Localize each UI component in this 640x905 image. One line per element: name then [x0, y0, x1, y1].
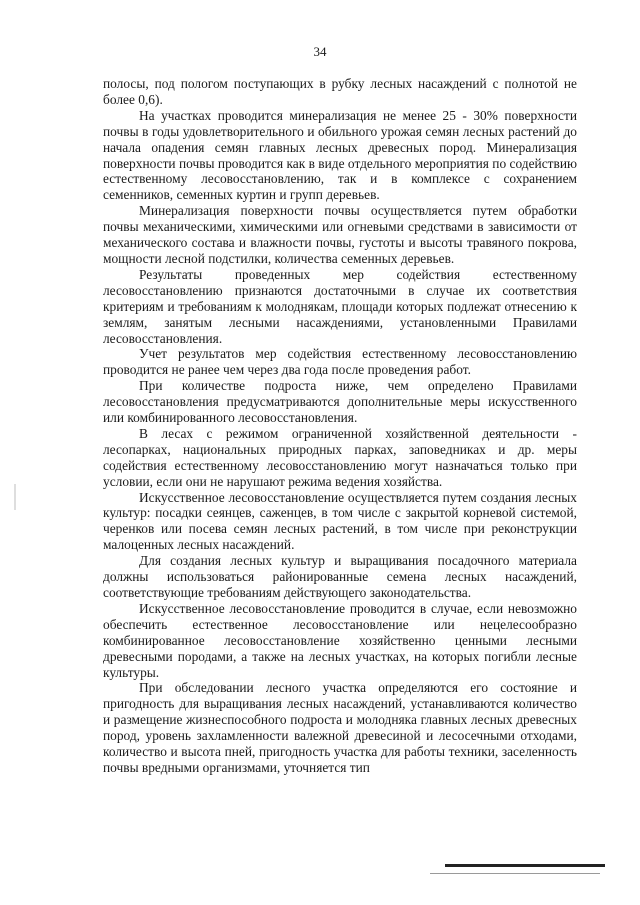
- paragraph-6: При количестве подроста ниже, чем определено Правилами лесовосстановления предусматриваются дополнительные меры искусственного или комбинированного лесовосстановления.: [103, 378, 577, 426]
- paragraph-10: Искусственное лесовосстановление проводится в случае, если невозможно обеспечить естественное лесовосстановление или нецелесообразно комбинированное лесовосстановление хозяйственно ценными лесными древесными породами, а также на лесных участках, на которых погибли лесные культуры.: [103, 600, 577, 680]
- page-number: 34: [313, 44, 327, 59]
- footer-rule-thin: [430, 873, 600, 874]
- footer-rule: [445, 864, 605, 867]
- paragraph-4: Результаты проведенных мер содействия естественному лесовосстановлению признаются достаточными в случае их соответствия критериям и требованиям к молоднякам, площади которых подлежат отнесению к землям, занятым лесными насаждениями, установленными Правилами лесовосстановления.: [103, 266, 577, 346]
- paragraph-2: На участках проводится минерализация не менее 25 - 30% поверхности почвы в годы удовлетворительного и обильного урожая семян лесных растений до начала опадения семян главных лесных древесных пород. Минерализация поверхности почвы проводится как в виде отдельного мероприятия по содействию естественному лесовосстановлению, так и в комплексе с сохранением семенников, семенных куртин и групп деревьев.: [103, 107, 577, 203]
- paragraph-1: полосы, под пологом поступающих в рубку лесных насаждений с полнотой не более 0,6).: [103, 76, 577, 107]
- paragraph-7: В лесах с режимом ограниченной хозяйственной деятельности - лесопарках, национальных природных парках, заповедниках и др. меры содействия естественному лесовосстановлению могут назначаться только при условии, если они не нарушают режима ведения хозяйства.: [103, 425, 577, 489]
- paragraph-8: Искусственное лесовосстановление осуществляется путем создания лесных культур: посадки сеянцев, саженцев, в том числе с закрытой корневой системой, черенков или посева семян лесных растений, в том числе при реконструкции малоценных лесных насаждений.: [103, 489, 577, 553]
- paragraph-3: Минерализация поверхности почвы осуществляется путем обработки почвы механическими, химическими или огневыми средствами в зависимости от механического состава и влажности почвы, густоты и высоты травяного покрова, мощности лесной подстилки, количества семенных деревьев.: [103, 203, 577, 266]
- paragraph-5: Учет результатов мер содействия естественному лесовосстановлению проводится не ранее чем через два года после проведения работ.: [103, 346, 577, 378]
- document-body: [103, 76, 577, 776]
- paragraph-9: Для создания лесных культур и выращивания посадочного материала должны использоваться районированные семена лесных насаждений, соответствующие требованиям действующего законодательства.: [103, 553, 577, 600]
- paragraph-11: При обследовании лесного участка определяются его состояние и пригодность для выращивания лесных насаждений, устанавливаются количество и размещение жизнеспособного подроста и молодняка главных лесных древесных пород, уровень захламленности валежной древесиной и лесосечными отходами, количество и высота пней, пригодность участка для работы техники, заселенность почвы вредными организмами, уточняется тип: [103, 680, 577, 775]
- scan-edge-mark: [14, 484, 16, 510]
